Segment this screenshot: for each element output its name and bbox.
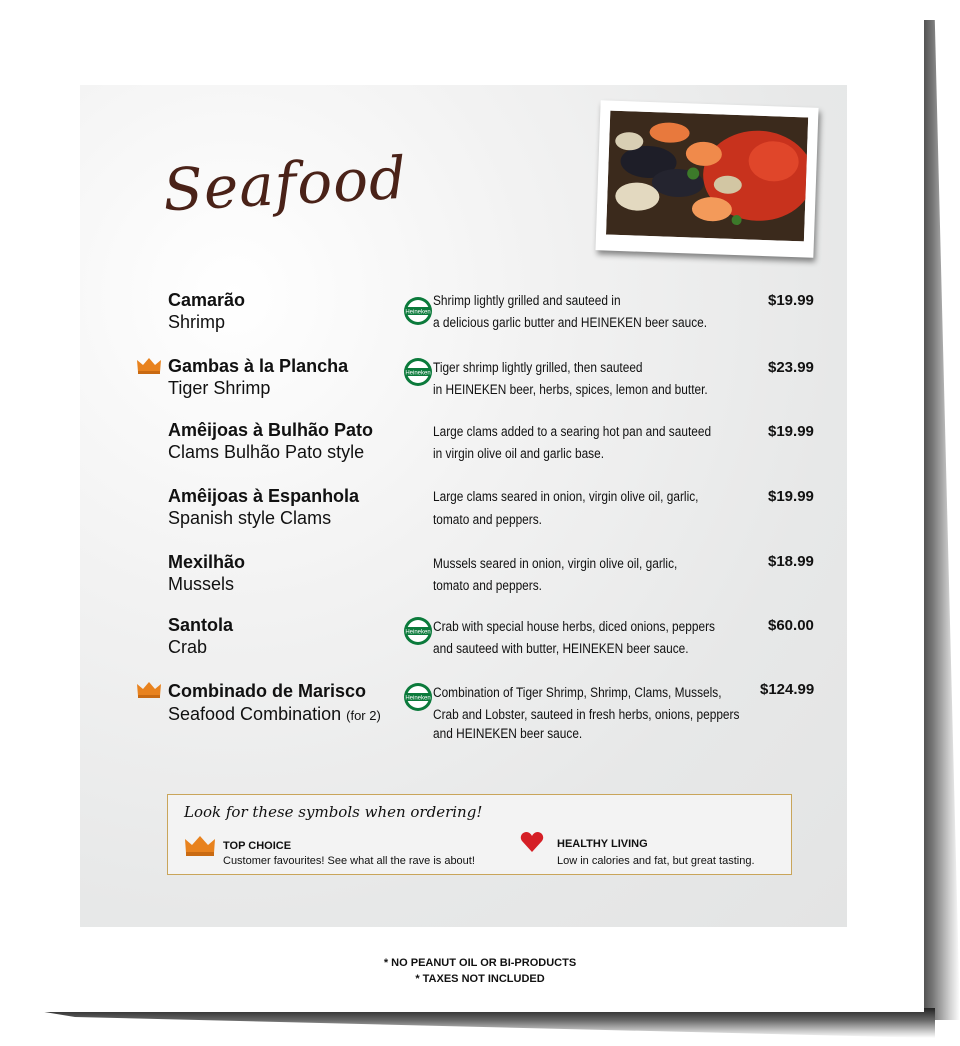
item-subtitle: Tiger Shrimp [168, 378, 271, 398]
svg-text:Heineken: Heineken [405, 629, 431, 636]
item-subtitle: Shrimp [168, 312, 226, 332]
item-description-line-1: Tiger shrimp lightly grilled, then sauteed [433, 360, 643, 375]
item-name: Amêijoas à Bulhão Pato [168, 420, 374, 440]
footer-note-peanut: * NO PEANUT OIL OR BI-PRODUCTS [383, 957, 577, 969]
item-subtitle: Crab [168, 637, 208, 657]
item-name: Mexilhão [168, 552, 246, 572]
item-name: Santola [168, 615, 234, 635]
item-name: Camarão [168, 290, 246, 310]
item-subtitle: Spanish style Clams [168, 508, 332, 528]
item-description-line-1: Shrimp lightly grilled and sauteed in [433, 293, 621, 308]
heineken-badge-icon [403, 296, 433, 326]
item-description-line-3: and HEINEKEN beer sauce. [433, 726, 583, 741]
item-description-line-1: Crab with special house herbs, diced onions, peppers [433, 619, 715, 634]
page-title: Seafood [161, 143, 409, 225]
legend-heading: Look for these symbols when ordering! [184, 803, 483, 821]
item-description-line-2: Crab and Lobster, sauteed in fresh herbs, onions, peppers [433, 707, 740, 722]
item-description-line-2: a delicious garlic butter and HEINEKEN beer sauce. [433, 315, 708, 330]
item-description-line-1: Combination of Tiger Shrimp, Shrimp, Clams, Mussels, [433, 685, 722, 700]
item-price: $18.99 [768, 553, 814, 570]
item-price: $19.99 [768, 423, 814, 440]
svg-text:Heineken: Heineken [405, 370, 431, 377]
crown-icon [184, 835, 216, 857]
item-price: $124.99 [760, 681, 815, 698]
item-subtitle-text: Seafood Combination [168, 704, 342, 724]
heineken-badge-icon [403, 357, 433, 387]
item-subtitle: Mussels [168, 574, 235, 594]
item-name: Gambas à la Plancha [168, 356, 349, 376]
item-description-line-1: Large clams seared in onion, virgin olive oil, garlic, [433, 489, 699, 504]
heineken-badge-icon [403, 616, 433, 646]
item-description-line-1: Mussels seared in onion, virgin olive oil, garlic, [433, 556, 678, 571]
symbol-legend [167, 794, 792, 875]
item-description-line-2: in HEINEKEN beer, herbs, spices, lemon and butter. [433, 382, 708, 397]
legend-top-choice-label: TOP CHOICE [223, 840, 292, 852]
svg-text:Heineken: Heineken [405, 309, 431, 316]
item-name: Amêijoas à Espanhola [168, 486, 360, 506]
legend-healthy-text: Low in calories and fat, but great tasting. [557, 855, 755, 867]
item-price: $19.99 [768, 488, 814, 505]
item-subtitle-note: (for 2) [346, 708, 381, 723]
item-description-line-2: and sauteed with butter, HEINEKEN beer sauce. [433, 641, 689, 656]
crown-icon [136, 357, 162, 375]
legend-healthy-label: HEALTHY LIVING [557, 838, 648, 850]
footer-note-taxes: * TAXES NOT INCLUDED [415, 973, 545, 985]
item-subtitle: Clams Bulhão Pato style [168, 442, 365, 462]
item-description-line-2: tomato and peppers. [433, 512, 542, 527]
item-description-line-2: tomato and peppers. [433, 578, 542, 593]
svg-text:Heineken: Heineken [405, 695, 431, 702]
crown-icon [136, 681, 162, 699]
seafood-photo [595, 100, 818, 258]
page-shadow-bottom [20, 1008, 935, 1038]
item-price: $23.99 [768, 359, 814, 376]
item-name: Combinado de Marisco [168, 681, 367, 701]
item-subtitle [168, 704, 381, 725]
legend-top-choice-text: Customer favourites! See what all the rave is about! [223, 855, 475, 867]
page-shadow-right [918, 20, 960, 1020]
item-description-line-2: in virgin olive oil and garlic base. [433, 446, 605, 461]
item-price: $60.00 [768, 617, 814, 634]
item-description-line-1: Large clams added to a searing hot pan and sauteed [433, 424, 712, 439]
item-price: $19.99 [768, 292, 814, 309]
heineken-badge-icon [403, 682, 433, 712]
heart-icon [520, 831, 544, 853]
